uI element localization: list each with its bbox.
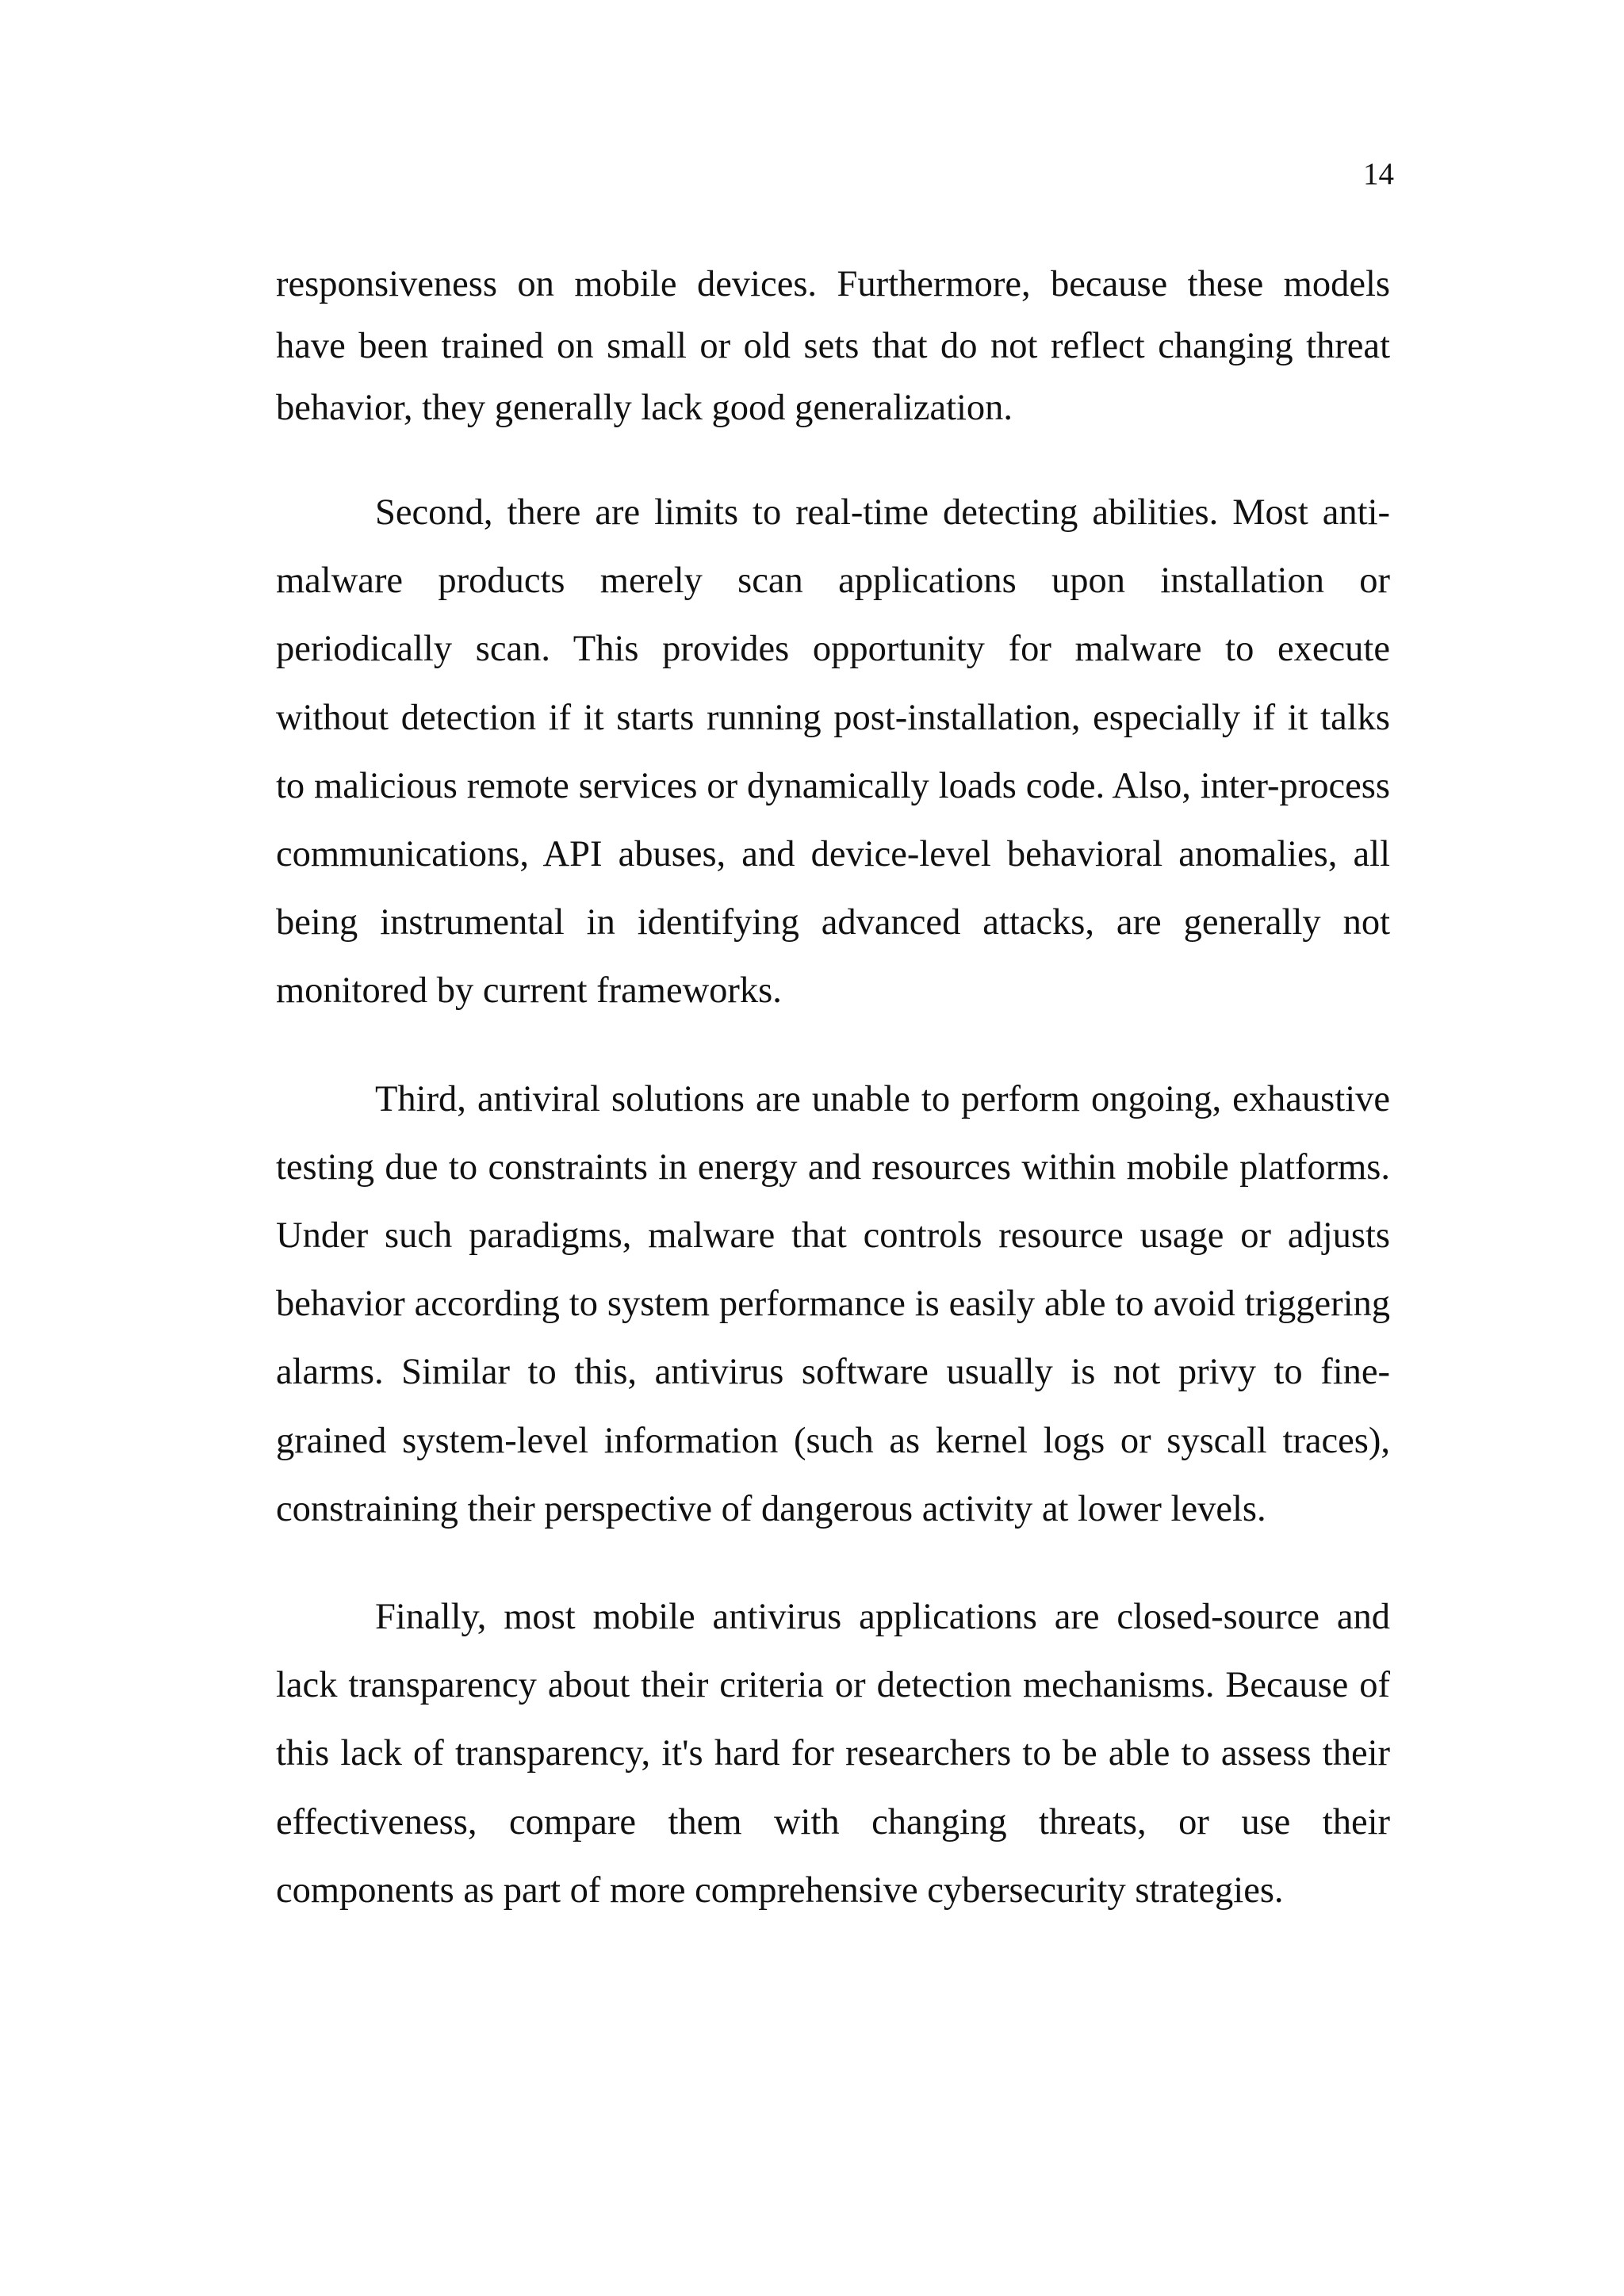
page-number: 14 [1363, 157, 1394, 191]
paragraph-resource-constraints: Third, antiviral solutions are unable to perform ongoing, exhaustive testing due to constraints in energy and resources within mobile platforms. Under such paradigms, malware that controls resource usage or adjusts behavior according to system performance is easily able to avoid triggering alarms. Similar to this, antivirus software usually is not privy to fine-grained system-level information (such as kernel logs or syscall traces), constraining their perspective of dangerous activity at lower levels. [276, 1078, 1390, 1529]
paragraph-continuation: responsiveness on mobile devices. Furthermore, because these models have been trained on small or old sets that do not reflect changing threat behavior, they generally lack good generalization. [276, 264, 1390, 428]
body-text [276, 254, 1390, 1925]
paragraph-real-time-limits: Second, there are limits to real-time detecting abilities. Most anti-malware products merely scan applications upon installation or periodically scan. This provides opportunity for malware to execute without detection if it starts running post-installation, especially if it talks to malicious remote services or dynamically loads code. Also, inter-process communications, API abuses, and device-level behavioral anomalies, all being instrumental in identifying advanced attacks, are generally not monitored by current frameworks. [276, 492, 1390, 1012]
paragraph-transparency: Finally, most mobile antivirus applications are closed-source and lack transparency about their criteria or detection mechanisms. Because of this lack of transparency, it's hard for researchers to be able to assess their effectiveness, compare them with changing threats, or use their components as part of more comprehensive cybersecurity strategies. [276, 1597, 1390, 1911]
